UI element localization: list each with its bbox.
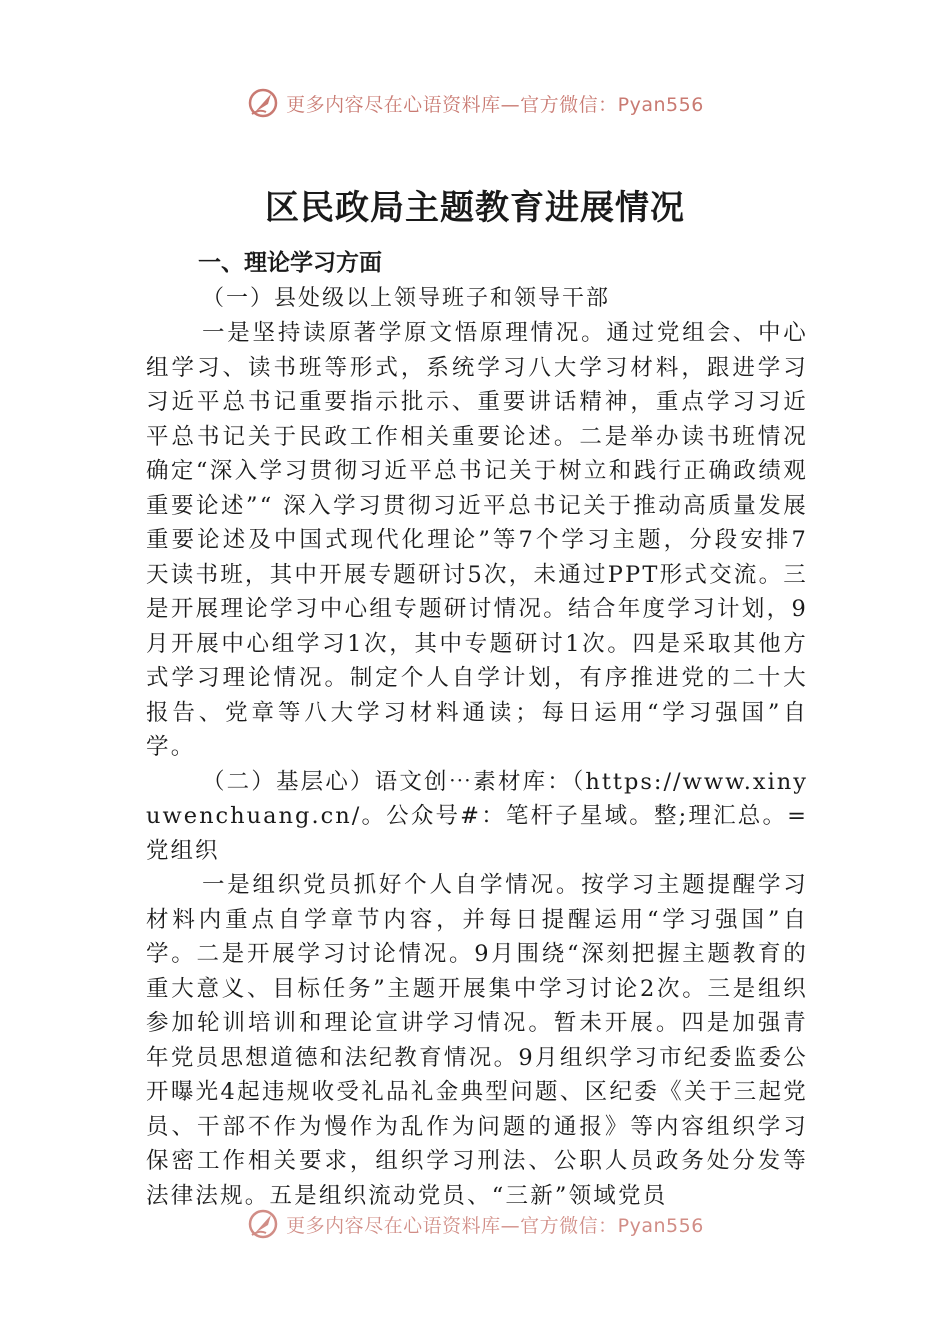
quill-logo-icon [246, 86, 280, 120]
paragraph-1: 一是坚持读原著学原文悟原理情况。通过党组会、中心组学习、读书班等形式，系统学习八大学习材料，跟进学习习近平总书记重要指示批示、重要讲话精神，重点学习习近平总书记关于民政工作相关重要论述。二是举办读书班情况确定“深入学习贯彻习近平总书记关于树立和践行正确政绩观重要论述”“ 深入学习贯彻习近平总书记关于推动高质量发展重要论述及中国式现代化理论”等7个学习主题，分段安排7天读书班，其中开展专题研讨5次，未通过PPT形式交流。三是开展理论学习中心组专题研讨情况。结合年度学习计划，9月开展中心组学习1次，其中专题研讨1次。四是采取其他方式学习理论情况。制定个人自学计划，有序推进党的二十大报告、党章等八大学习材料通读；每日运用“学习强国”自学。 [146, 320, 808, 760]
document-title: 区民政局主题教育进展情况 [265, 188, 685, 228]
quill-logo-icon [246, 1207, 280, 1241]
watermark-header [0, 86, 950, 120]
watermark-footer [0, 1207, 950, 1241]
section-heading: 一、理论学习方面 [198, 250, 382, 276]
subsection-heading-2: （二）基层心）语文创⋯素材库：（https://www.xinyuwenchuang.cn/。公众号#：笔杆子星域。整;理汇总。=党组织 [146, 768, 808, 864]
subsection-heading-1: （一）县处级以上领导班子和领导干部 [202, 286, 611, 311]
watermark-text: 更多内容尽在心语资料库—官方微信：Pyan556 [286, 1214, 704, 1237]
watermark-text: 更多内容尽在心语资料库—官方微信：Pyan556 [286, 93, 704, 116]
paragraph-2: 一是组织党员抓好个人自学情况。按学习主题提醒学习材料内重点自学章节内容，并每日提醒运用“学习强国”自学。二是开展学习讨论情况。9月围绕“深刻把握主题教育的重大意义、目标任务”主题开展集中学习讨论2次。三是组织参加轮训培训和理论宣讲学习情况。暂未开展。四是加强青年党员思想道德和法纪教育情况。9月组织学习市纪委监委公开曝光4起违规收受礼品礼金典型问题、区纪委《关于三起党员、干部不作为慢作为乱作为问题的通报》等内容组织学习保密工作相关要求，组织学习刑法、公职人员政务处分发等法律法规。五是组织流动党员、“三新”领域党员 [146, 872, 808, 1209]
document-body [146, 246, 808, 1213]
